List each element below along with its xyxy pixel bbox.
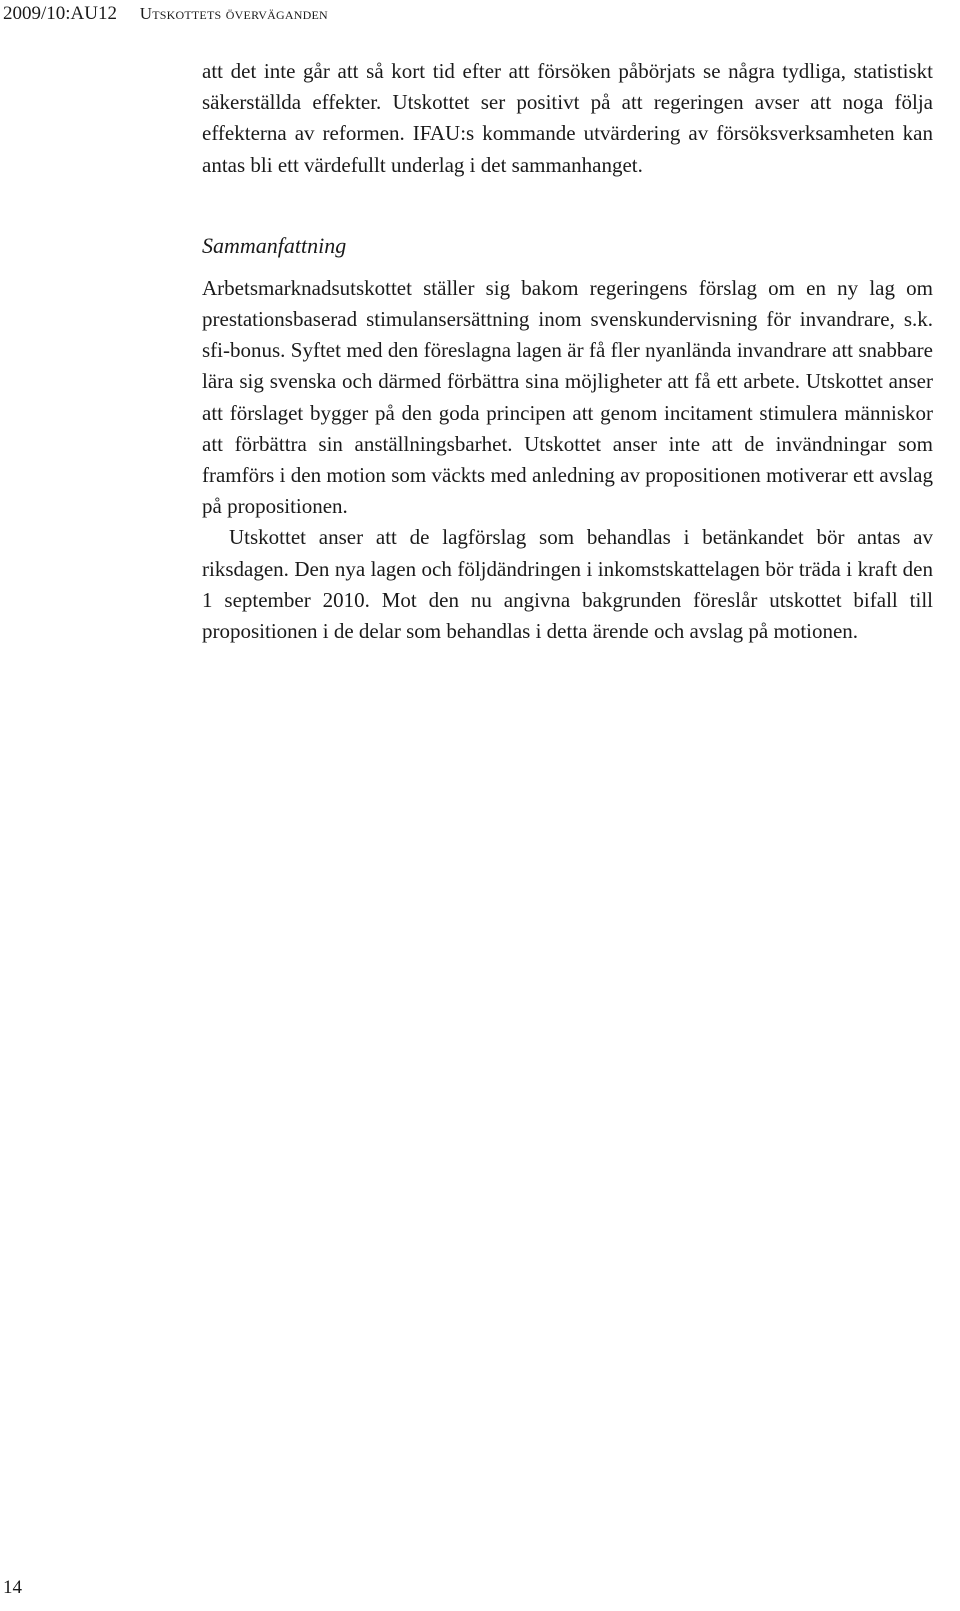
section-heading: Sammanfattning [202,232,347,258]
summary-paragraph-1: Arbetsmarknadsutskottet ställer sig bakom regeringens förslag om en ny lag om prestationsbaserad stimulansersättning inom svenskundervisning för invandrare, s.k. sfi-bonus. Syftet med den föreslagna lagen är få fler nyanlända invandrare att snabbare lära sig svenska och därmed förbättra sina möjligheter att få ett arbete. Utskottet anser att förslaget bygger på den goda principen att genom incitament stimulera människor att förbättra sin anställningsbarhet. Utskottet anser inte att de invändningar som framförs i den motion som väckts med anledning av propositionen motiverar ett avslag på propositionen. [202,275,933,519]
document-number: 2009/10:AU12 [3,3,117,24]
intro-paragraph: att det inte går att så kort tid efter att försöken påbörjats se några tydliga, statistiskt säkerställda effekter. Utskottet ser positivt på att regeringen avser att noga följa effekterna av reformen. IFAU:s kommande utvärdering av försöksverksamheten kan antas bli ett värdefullt underlag i det sammanhanget. [202,59,933,177]
page-body [202,56,933,647]
section-title: Utskottets överväganden [139,4,328,23]
running-head [3,2,328,26]
page-number: 14 [3,1577,22,1598]
summary-paragraph-2: Utskottet anser att de lagförslag som behandlas i betänkandet bör antas av riksdagen. Den nya lagen och följdändringen i inkomstskattelagen bör träda i kraft den 1 september 2010. Mot den nu angivna bakgrunden föreslår utskottet bifall till propositionen i de delar som behandlas i detta ärende och avslag på motionen. [202,525,933,644]
